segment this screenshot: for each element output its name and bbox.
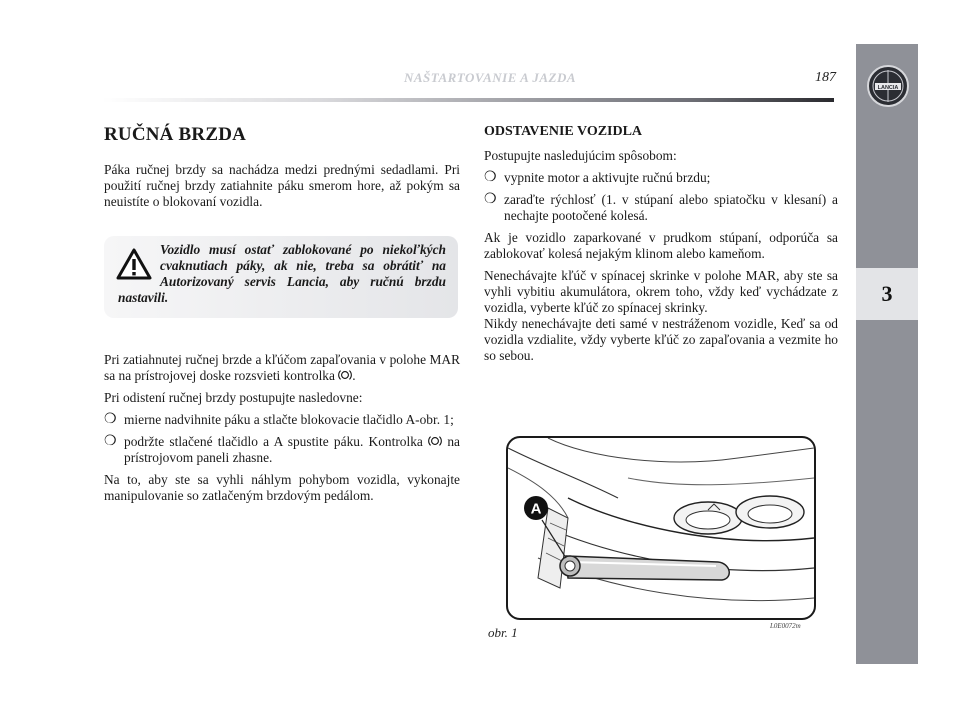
bullet-text-part: podržte stlačené tlačidlo a A spustite páku. Kontrolka <box>124 434 423 449</box>
left-column-bottom <box>104 352 460 510</box>
section-title-parking: ODSTAVENIE VOZIDLA <box>484 124 643 139</box>
logo-text: LANCIA <box>877 85 899 91</box>
warning-text: Vozidlo musí ostať zablokované po niekoľkých cvaknutiach páky, ak nie, treba sa obrátiť na Autorizovaný servis Lancia, aby ručnú brzdu nastavili. <box>118 242 446 305</box>
bullet-mark: ❍ <box>104 412 117 427</box>
bullet-mark: ❍ <box>104 434 117 449</box>
figure-caption: obr. 1 <box>488 625 518 640</box>
lamp-paragraph <box>104 352 460 384</box>
parking-brake-lamp-icon <box>338 369 352 381</box>
parking-intro: Postupujte nasledujúcim spôsobom: <box>484 148 677 163</box>
left-column-top <box>104 124 460 216</box>
slope-paragraph: Ak je vozidlo zaparkované v prudkom stúpaní, odporúča sa zablokovať kolesá nejakým klinom alebo kameňom. <box>484 230 838 261</box>
chapter-tab-label: 3 <box>881 281 893 306</box>
bullet-text: vypnite motor a aktivujte ručnú brzdu; <box>504 170 711 185</box>
chapter-tab[interactable] <box>856 268 918 320</box>
figure-handbrake <box>506 436 816 620</box>
bullet-mark: ❍ <box>484 192 497 207</box>
bullet-text: zaraďte rýchlosť (1. v stúpaní alebo spiatočku v klesaní) a nechajte pootočené kolesá. <box>504 192 838 223</box>
header-rule <box>102 98 834 102</box>
parking-brake-lamp-icon <box>428 435 442 447</box>
lamp-paragraph-end: . <box>352 368 356 383</box>
intro-paragraph: Páka ručnej brzdy sa nachádza medzi prednými sedadlami. Pri použití ručnej brzdy zatiahnite páku smerom hore, až pokým sa neuistíte o blokovaní vozidla. <box>104 162 460 209</box>
figure-code: L0E0072m <box>770 622 801 630</box>
bullet-mark: ❍ <box>484 170 497 185</box>
warning-box <box>104 236 458 318</box>
release-intro: Pri odistení ručnej brzdy postupujte nasledovne: <box>104 390 363 405</box>
handbrake-illustration <box>508 438 814 618</box>
key-paragraph: Nenechávajte kľúč v spínacej skrinke v polohe MAR, aby ste sa vyhli vybitiu akumulátora, okrem toho, vždy keď vychádzate z vozidla, vyberte kľúč zo spínacej skrinky. <box>484 268 838 315</box>
chapter-side-strip <box>856 44 918 664</box>
children-paragraph: Nikdy nenechávajte deti samé v nestráženom vozidle, Keď sa od vozidla vzdialite, vždy vyberte kľúč zo zapaľovania a vezmite ho so sebou. <box>484 316 838 363</box>
bullet-text-part: na prístrojovom paneli zhasne. <box>124 434 460 465</box>
page-number: 187 <box>815 70 836 85</box>
bullet-text <box>124 434 460 466</box>
right-column <box>484 124 838 370</box>
lamp-paragraph-text: Pri zatiahnutej ručnej brzde a kľúčom zapaľovania v polohe MAR sa na prístrojovej doske rozsvieti kontrolka <box>104 352 460 383</box>
list-item <box>484 170 838 186</box>
brake-pedal-paragraph: Na to, aby ste sa vyhli náhlym pohybom vozidla, vykonajte manipulovanie so zatlačeným brzdovým pedálom. <box>104 472 460 503</box>
list-item <box>104 434 460 466</box>
warning-text-block <box>118 242 446 306</box>
list-item <box>484 192 838 224</box>
running-head: NAŠTARTOVANIE A JAZDA <box>403 70 577 85</box>
callout-label-a: A <box>530 500 542 518</box>
lancia-logo-icon <box>866 64 910 108</box>
list-item <box>104 412 460 428</box>
section-title-parking-brake: RUČNÁ BRZDA <box>104 124 247 145</box>
bullet-text: mierne nadvihnite páku a stlačte blokovacie tlačidlo A-obr. 1; <box>124 412 454 427</box>
